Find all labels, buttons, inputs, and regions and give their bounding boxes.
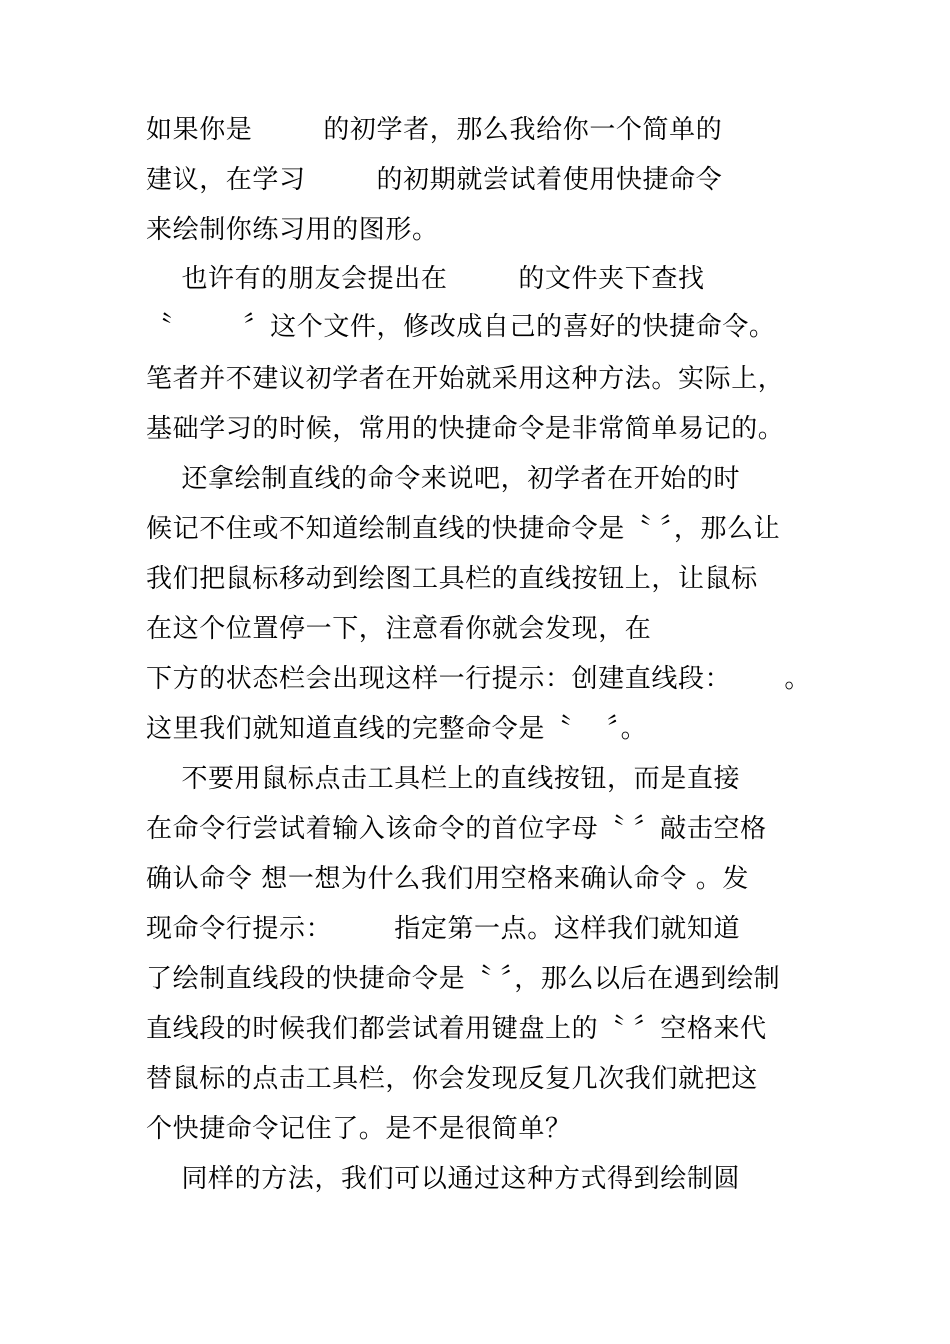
- text-line: 来绘制你练习用的图形。: [146, 215, 439, 245]
- text-line: 基础学习的时候，常用的快捷命令是非常简单易记的。: [146, 414, 785, 444]
- text-line: 候记不住或不知道绘制直线的快捷命令是〝 〞，那么让: [146, 514, 781, 544]
- text-line: 个快捷命令记住了。是不是很简单？: [146, 1114, 572, 1144]
- text-line: 笔者并不建议初学者在开始就采用这种方法。实际上，: [146, 364, 785, 394]
- text-line: 确认命令 想一想为什么我们用空格来确认命令 。发: [146, 864, 749, 894]
- text-line: 替鼠标的点击工具栏，你会发现反复几次我们就把这: [146, 1064, 758, 1094]
- text-line: 还拿绘制直线的命令来说吧，初学者在开始的时: [146, 464, 741, 494]
- text-line: 在命令行尝试着输入该命令的首位字母〝 〞敲击空格: [146, 814, 767, 844]
- text-line: 在这个位置停一下，注意看你就会发现，在: [146, 614, 652, 644]
- text-line: 了绘制直线段的快捷命令是〝 〞，那么以后在遇到绘制: [146, 964, 781, 994]
- text-line: 我们把鼠标移动到绘图工具栏的直线按钮上，让鼠标: [146, 564, 758, 594]
- text-line: 建议，在学习 的初期就尝试着使用快捷命令: [146, 165, 723, 195]
- text-line: 〝 〞这个文件，修改成自己的喜好的快捷命令。: [146, 312, 776, 342]
- text-line: 也许有的朋友会提出在 的文件夹下查找: [146, 264, 705, 294]
- text-line: 如果你是 的初学者，那么我给你一个简单的: [146, 115, 723, 145]
- text-line: 现命令行提示： 指定第一点。这样我们就知道: [146, 914, 741, 944]
- text-line: 不要用鼠标点击工具栏上的直线按钮，而是直接: [146, 764, 741, 794]
- text-line: 直线段的时候我们都尝试着用键盘上的〝 〞空格来代: [146, 1014, 767, 1044]
- text-line: 同样的方法，我们可以通过这种方式得到绘制圆: [146, 1164, 741, 1194]
- text-line: 下方的状态栏会出现这样一行提示：创建直线段： 。: [146, 664, 811, 694]
- text-line: 这里我们就知道直线的完整命令是〝 〞。: [146, 714, 648, 744]
